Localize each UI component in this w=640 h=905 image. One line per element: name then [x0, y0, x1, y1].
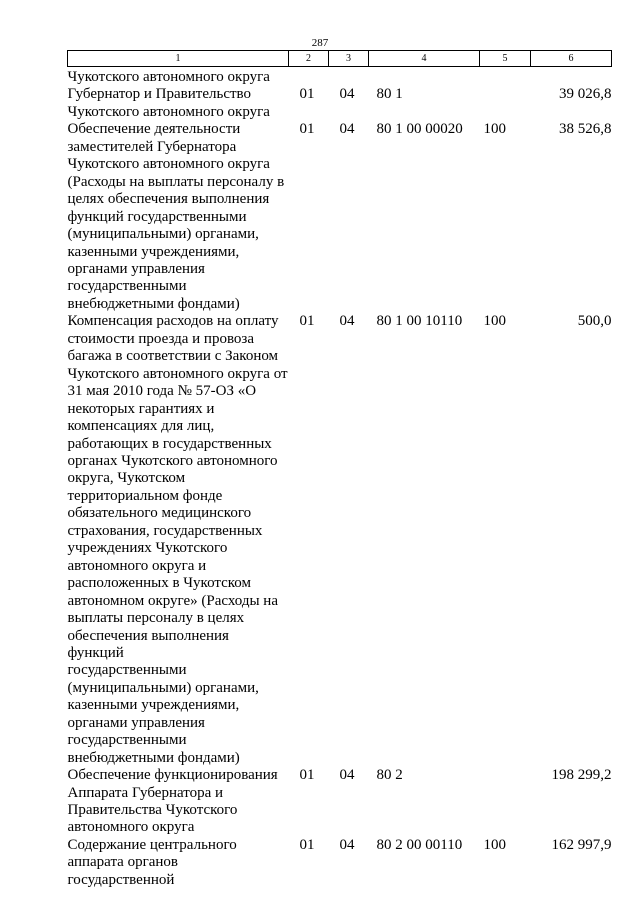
section-code: 01 [299, 121, 315, 138]
column-header-4: 4 [369, 51, 480, 67]
row-name: Обеспечение функционирования Аппарата Губернатора и Правительства Чукотского автономного округа [67, 767, 278, 836]
amount: 39 026,8 [559, 86, 612, 103]
target-article-code: 80 1 [376, 86, 403, 103]
subsection-code: 04 [339, 836, 355, 853]
amount: 500,0 [577, 313, 612, 330]
page-number: 287 [311, 37, 329, 49]
row-name: Обеспечение деятельности заместителей Губернатора Чукотского автономного округа (Расходы на выплаты персоналу в целях обеспечения выполнения функций государственными (муниципальными) органами, казенными учреждениями, органами управления государственными внебюджетными фондами) [67, 121, 285, 312]
target-article-code: 80 2 00 00110 [376, 836, 463, 853]
table-row [68, 767, 612, 837]
column-header-2: 2 [289, 51, 329, 67]
section-code: 01 [299, 767, 315, 784]
table-row [68, 67, 612, 87]
column-header-1: 1 [68, 51, 289, 67]
subsection-code [329, 67, 369, 87]
amount: 198 299,2 [551, 767, 612, 784]
subsection-code: 04 [339, 86, 355, 103]
subsection-code: 04 [339, 767, 355, 784]
target-article-code: 80 1 00 00020 [376, 121, 463, 138]
target-article-code: 80 1 00 10110 [376, 313, 463, 330]
amount: 38 526,8 [559, 121, 612, 138]
subsection-code: 04 [339, 313, 355, 330]
expense-type-code: 100 [483, 836, 506, 853]
table-row [68, 86, 612, 121]
table-row [68, 837, 612, 889]
column-number-row [68, 51, 612, 67]
expense-type-code: 100 [483, 121, 506, 138]
column-header-6: 6 [531, 51, 612, 67]
section-code: 01 [299, 836, 315, 853]
column-header-5: 5 [480, 51, 531, 67]
amount [531, 67, 612, 87]
expense-type-code [480, 767, 531, 837]
table-row [68, 121, 612, 313]
table-row [68, 313, 612, 767]
amount: 162 997,9 [551, 836, 612, 853]
expense-type-code: 100 [483, 313, 506, 330]
expense-type-code [480, 86, 531, 121]
column-header-3: 3 [329, 51, 369, 67]
row-name: Компенсация расходов на оплату стоимости проезда и провоза багажа в соответствии с Законом Чукотского автономного округа от 31 мая 2010 года № 57-ОЗ «О некоторых гарантиях и компенсациях для лиц, работающих в государственных органах Чукотского автономного округа, Чукотском территориальном фонде обязательного медицинского страхования, государственных учреждениях Чукотского автономного округа и расположенных в Чукотском автономном округе» (Расходы на выплаты персоналу в целях обеспечения выполнения функций государственными (муниципальными) органами, казенными учреждениями, органами управления государственными внебюджетными фондами) [67, 313, 288, 766]
budget-table [67, 50, 612, 889]
target-article-code: 80 2 [376, 767, 403, 784]
section-code: 01 [299, 86, 315, 103]
expense-type-code [480, 67, 531, 87]
section-code [289, 67, 329, 87]
row-name: Губернатор и Правительство Чукотского автономного округа [67, 86, 270, 120]
row-name: Содержание центрального аппарата органов государственной [67, 836, 237, 888]
target-article-code [369, 67, 480, 87]
subsection-code: 04 [339, 121, 355, 138]
row-name: Чукотского автономного округа [67, 69, 270, 85]
section-code: 01 [299, 313, 315, 330]
